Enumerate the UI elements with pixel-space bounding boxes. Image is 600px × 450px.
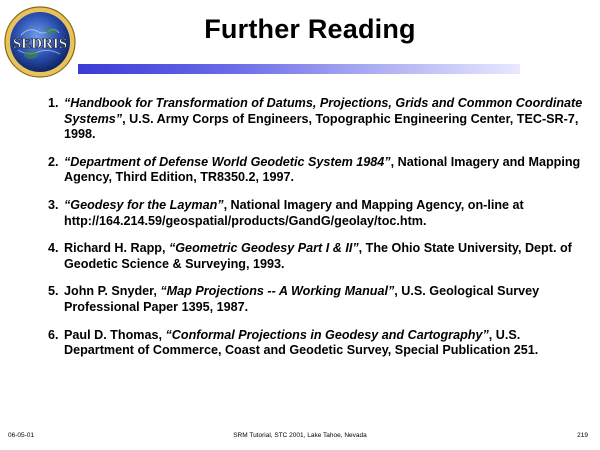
reference-details: , U.S. Army Corps of Engineers, Topographic Engineering Center, TEC-SR-7, 1998. bbox=[64, 111, 579, 142]
footer-date: 06-05-01 bbox=[8, 432, 35, 439]
page-number: 219 bbox=[577, 432, 588, 439]
references-list bbox=[48, 96, 588, 371]
reference-details: , National Imagery and Mapping Agency, on-line at http://164.214.59/geospatial/products/GandG/geolay/toc.htm. bbox=[64, 197, 524, 228]
reference-title: “Geometric Geodesy Part I & II” bbox=[168, 241, 359, 256]
reference-details: , U.S. Department of Commerce, Coast and Geodetic Survey, Special Publication 251. bbox=[64, 327, 539, 358]
reference-item bbox=[48, 198, 588, 229]
reference-item bbox=[48, 241, 588, 272]
reference-author: John P. Snyder, bbox=[64, 284, 161, 299]
reference-number: 3. bbox=[48, 197, 59, 212]
title-underline-bar bbox=[78, 64, 520, 74]
page-title: Further Reading bbox=[204, 14, 416, 44]
reference-title: “Conformal Projections in Geodesy and Cartography” bbox=[165, 327, 489, 342]
reference-number: 5. bbox=[48, 284, 59, 299]
reference-number: 1. bbox=[48, 96, 59, 110]
reference-title: “Department of Defense World Geodetic System 1984” bbox=[64, 154, 391, 169]
reference-item bbox=[48, 96, 588, 143]
reference-item bbox=[48, 155, 588, 186]
reference-title: “Geodesy for the Layman” bbox=[64, 197, 224, 212]
reference-title: “Map Projections -- A Working Manual” bbox=[160, 284, 395, 299]
sedris-logo bbox=[3, 5, 77, 79]
reference-title: “Handbook for Transformation of Datums, Projections, Grids and Common Coordinate Systems” bbox=[64, 96, 583, 126]
footer-event: SRM Tutorial, STC 2001, Lake Tahoe, Nevada bbox=[233, 432, 367, 439]
reference-item bbox=[48, 284, 588, 315]
reference-details: , The Ohio State University, Dept. of Geodetic Science & Surveying, 1993. bbox=[64, 241, 572, 271]
reference-author: Richard H. Rapp, bbox=[64, 241, 169, 256]
reference-details: , National Imagery and Mapping Agency, Third Edition, TR8350.2, 1997. bbox=[64, 154, 581, 185]
reference-item bbox=[48, 328, 588, 359]
reference-number: 6. bbox=[48, 327, 59, 342]
reference-author: Paul D. Thomas, bbox=[64, 327, 166, 342]
reference-number: 4. bbox=[48, 241, 59, 256]
reference-number: 2. bbox=[48, 154, 59, 169]
logo-text: SEDRIS bbox=[12, 36, 68, 52]
reference-details: , U.S. Geological Survey Professional Paper 1395, 1987. bbox=[64, 284, 540, 314]
